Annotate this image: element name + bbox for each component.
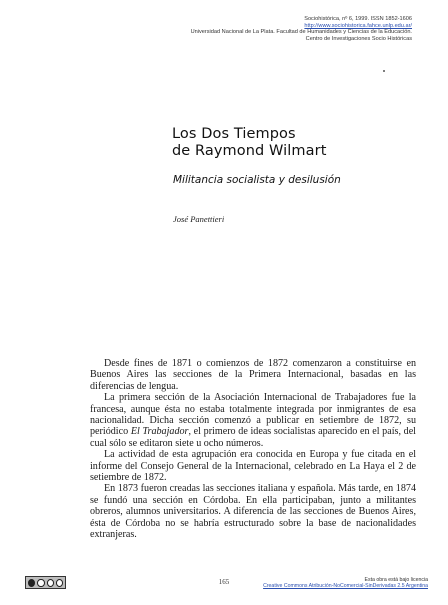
center-line: Centro de Investigaciones Socio Históricas xyxy=(305,36,412,43)
paragraph-2 xyxy=(90,392,416,449)
periodical-name: El Trabajador xyxy=(130,426,189,438)
journal-url-link[interactable]: http://www.sociohistorica.fahce.unlp.edu.ar/ xyxy=(304,22,412,29)
license-link[interactable]: Creative Commons Atribución-NoComercial-SinDerivadas 2.5 Argentina xyxy=(263,583,428,590)
title-line-1: Los Dos Tiempos xyxy=(172,126,296,142)
article-author: José Panettieri xyxy=(173,214,225,224)
institution-line: Universidad Nacional de La Plata. Facultad de Humanidades y Ciencias de la Educación. xyxy=(190,29,412,36)
page-number: 165 xyxy=(218,578,230,586)
paragraph-4: En 1873 fueron creadas las secciones italiana y española. Más tarde, en 1874 se fundó una sección en Córdoba. En ella participaban, junto a militantes obreros, alumnos universitarios. A diferencia de las secciones de Buenos Aires, ésta de Córdoba no se habría estructurado sobre la base de nacionalidades extranjeras. xyxy=(90,483,416,541)
article-subtitle: Militancia socialista y desilusión xyxy=(173,174,341,186)
paragraph-2-end: , el primero de ideas socialistas aparecido en el país, del cual sólo se editaron siete u ocho números. xyxy=(90,426,416,449)
paragraph-2-start: La primera sección de la Asociación Internacional de Trabajadores fue la francesa, aunque ésta no estaba totalmente integrada por inmigrantes de esa nacionalidad. Dicha sección comenzó a publicar en setiembre de 1872, su periódico xyxy=(90,392,416,438)
license-text: Esta obra está bajo licencia xyxy=(364,577,428,583)
license-notice xyxy=(228,577,428,590)
title-line-2: de Raymond Wilmart xyxy=(172,143,327,159)
article-title xyxy=(172,126,412,160)
article-body xyxy=(90,358,416,541)
journal-header xyxy=(112,16,412,43)
paragraph-1: Desde fines de 1871 o comienzos de 1872 comenzaron a constituirse en Buenos Aires las secciones de la Primera Internacional, basadas en las diferencias de lengua. xyxy=(90,358,416,392)
scan-speck xyxy=(383,70,385,72)
paragraph-3: La actividad de esta agrupación era conocida en Europa y fue citada en el informe del Consejo General de la Internacional, celebrado en La Haya el 2 de setiembre de 1872. xyxy=(90,449,416,484)
journal-citation: Sociohistórica, nº 6, 1999. ISSN 1852-1606 xyxy=(304,16,412,22)
